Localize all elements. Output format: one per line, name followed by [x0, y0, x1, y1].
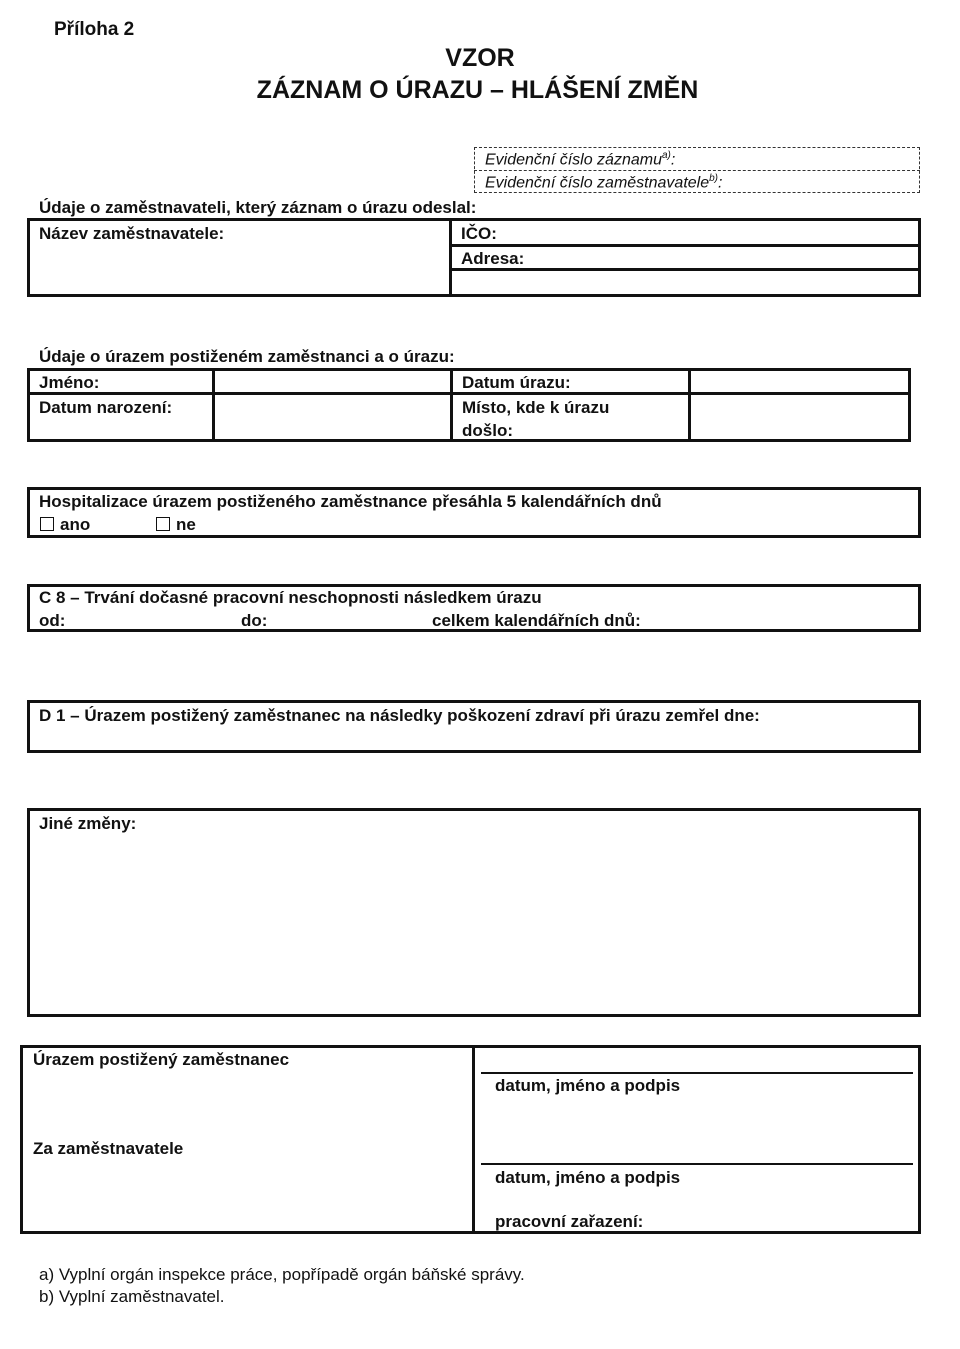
injured-divider-1: [212, 368, 215, 442]
footnote-a: a) Vyplní orgán inspekce práce, popřípadě orgán báňské správy.: [39, 1265, 525, 1284]
signature-divider: [472, 1045, 475, 1234]
yes-checkbox[interactable]: [40, 517, 54, 531]
signature-line-1[interactable]: [481, 1072, 913, 1074]
c8-title: C 8 – Trvání dočasné pracovní neschopnosti následkem úrazu: [39, 588, 542, 607]
signature-caption-1: datum, jméno a podpis: [495, 1076, 681, 1095]
signature-caption-2: datum, jméno a podpis: [495, 1168, 681, 1187]
yes-option[interactable]: ano: [40, 515, 90, 535]
birth-date-label: Datum narození:: [39, 398, 173, 417]
employer-row-line: [449, 244, 921, 247]
signature-line-2[interactable]: [481, 1163, 913, 1165]
employer-number-label: Evidenční číslo zaměstnavatele$^{b)}$:: [485, 173, 723, 192]
date-of-injury-label: Datum úrazu:: [462, 373, 571, 392]
no-option[interactable]: ne: [156, 515, 196, 535]
injured-employee-label: Úrazem postižený zaměstnanec: [33, 1050, 290, 1069]
annex-label: Příloha 2: [54, 19, 135, 40]
page-title: VZOR: [445, 44, 515, 72]
injured-divider-2: [450, 368, 453, 442]
page-subtitle: ZÁZNAM O ÚRAZU – HLÁŠENÍ ZMĚN: [256, 76, 699, 104]
evidence-box-divider: [474, 170, 920, 171]
c8-from-label: od:: [39, 611, 66, 630]
position-label: pracovní zařazení:: [495, 1212, 644, 1231]
injured-heading: Údaje o úrazem postiženém zaměstnanci a o úrazu:: [39, 347, 455, 366]
other-changes-box[interactable]: [27, 808, 921, 1017]
record-number-label: Evidenční číslo záznamu$^{a)}$:: [485, 150, 676, 169]
employer-sign-label: Za zaměstnavatele: [33, 1139, 184, 1158]
place-label-line2: došlo:: [462, 421, 513, 440]
no-checkbox[interactable]: [156, 517, 170, 531]
place-label-line1: Místo, kde k úrazu: [462, 398, 610, 417]
hospitalization-question: Hospitalizace úrazem postiženého zaměstnance přesáhla 5 kalendářních dnů: [39, 492, 662, 511]
d1-title: D 1 – Úrazem postižený zaměstnanec na následky poškození zdraví při úrazu zemřel dne:: [39, 706, 760, 725]
injured-divider-3: [688, 368, 691, 442]
address-label: Adresa:: [461, 249, 525, 268]
employer-name-label: Název zaměstnavatele:: [39, 224, 225, 243]
c8-to-label: do:: [241, 611, 268, 630]
employer-divider: [449, 218, 452, 297]
employer-heading: Údaje o zaměstnavateli, který záznam o úrazu odeslal:: [39, 198, 477, 217]
name-label: Jméno:: [39, 373, 100, 392]
other-changes-title: Jiné změny:: [39, 814, 137, 833]
ico-label: IČO:: [461, 224, 497, 243]
c8-total-label: celkem kalendářních dnů:: [432, 611, 641, 630]
footnote-b: b) Vyplní zaměstnavatel.: [39, 1287, 225, 1306]
